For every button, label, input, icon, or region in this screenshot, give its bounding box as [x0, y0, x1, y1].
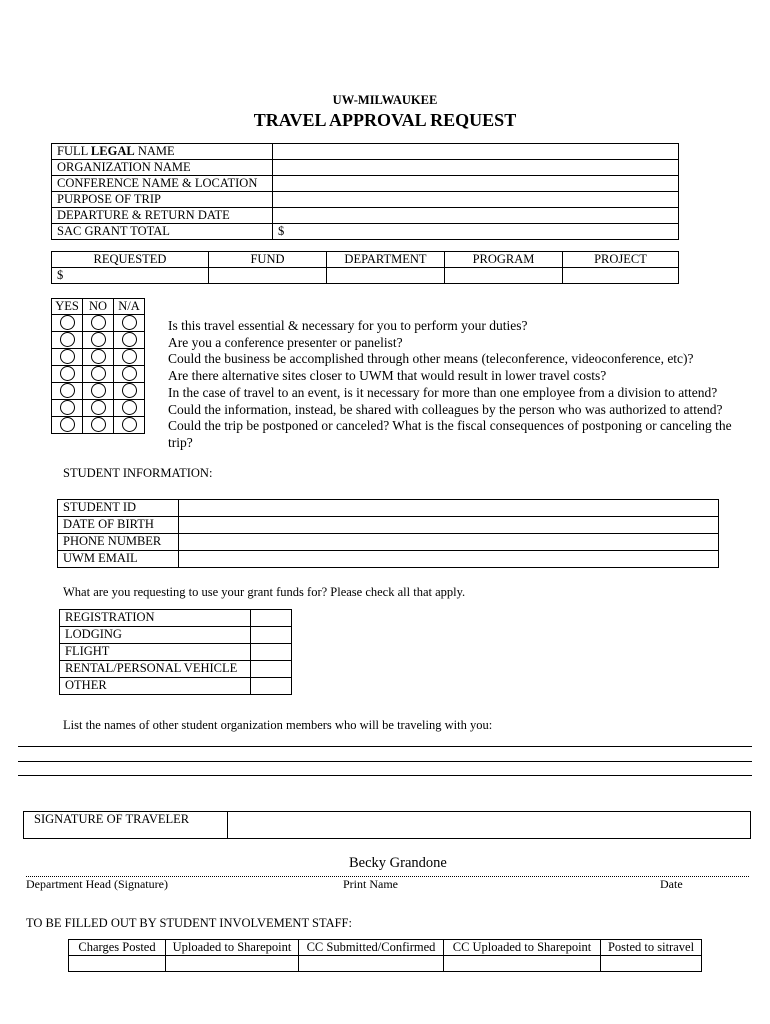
dates-field[interactable]	[273, 208, 679, 224]
na-header: N/A	[114, 299, 145, 315]
members-line-1[interactable]	[18, 746, 752, 747]
yes-header: YES	[52, 299, 83, 315]
table-row	[52, 224, 679, 240]
requested-header: REQUESTED	[52, 252, 209, 268]
yes-radio[interactable]	[60, 332, 75, 347]
yes-radio[interactable]	[60, 366, 75, 381]
uploaded-sharepoint-header: Uploaded to Sharepoint	[166, 940, 299, 956]
project-header: PROJECT	[563, 252, 679, 268]
yes-radio[interactable]	[60, 417, 75, 432]
table-row	[52, 176, 679, 192]
organization-name-field[interactable]	[273, 160, 679, 176]
no-radio[interactable]	[91, 383, 106, 398]
na-radio[interactable]	[122, 383, 137, 398]
date-of-birth-field[interactable]	[179, 517, 719, 534]
table-row	[60, 610, 292, 627]
uploaded-sharepoint-field[interactable]	[166, 956, 299, 972]
info-table	[51, 143, 679, 240]
na-radio[interactable]	[122, 349, 137, 364]
no-radio[interactable]	[91, 315, 106, 330]
table-row	[52, 252, 679, 268]
na-radio[interactable]	[122, 400, 137, 415]
table-row	[58, 517, 719, 534]
traveler-signature-field[interactable]	[228, 812, 751, 839]
student-info-table	[57, 499, 719, 568]
print-name-label: Print Name	[343, 877, 398, 891]
yes-radio[interactable]	[60, 315, 75, 330]
vehicle-label: RENTAL/PERSONAL VEHICLE	[60, 661, 251, 678]
question-list	[168, 318, 732, 452]
traveler-signature-label: SIGNATURE OF TRAVELER	[24, 812, 228, 839]
table-row	[52, 208, 679, 224]
na-radio[interactable]	[122, 366, 137, 381]
sac-grant-field[interactable]: $	[273, 224, 679, 240]
no-radio[interactable]	[91, 417, 106, 432]
question-5: In the case of travel to an event, is it necessary for more than one employee from a division to attend?	[168, 384, 718, 400]
cc-submitted-field[interactable]	[299, 956, 444, 972]
question-6: Could the information, instead, be shared with colleagues by the person who was authorized to attend?	[168, 401, 723, 417]
dept-head-label: Department Head (Signature)	[26, 877, 168, 891]
posted-sitravel-header: Posted to sitravel	[601, 940, 702, 956]
purpose-label: PURPOSE OF TRIP	[52, 192, 273, 208]
na-radio[interactable]	[122, 332, 137, 347]
conference-field[interactable]	[273, 176, 679, 192]
cc-uploaded-header: CC Uploaded to Sharepoint	[444, 940, 601, 956]
no-header: NO	[83, 299, 114, 315]
charges-posted-field[interactable]	[69, 956, 166, 972]
table-row	[60, 627, 292, 644]
registration-checkbox[interactable]	[251, 610, 292, 627]
conference-label: CONFERENCE NAME & LOCATION	[52, 176, 273, 192]
question-1: Is this travel essential & necessary for you to perform your duties?	[168, 318, 528, 333]
student-id-label: STUDENT ID	[58, 500, 179, 517]
table-row	[52, 144, 679, 160]
no-radio[interactable]	[91, 332, 106, 347]
question-7: Could the trip be postponed or canceled? What is the fiscal consequences of postponing or canceling the	[168, 418, 732, 434]
charges-posted-header: Charges Posted	[69, 940, 166, 956]
answer-grid	[51, 298, 145, 434]
fund-field[interactable]	[209, 268, 327, 284]
staff-heading: TO BE FILLED OUT BY STUDENT INVOLVEMENT STAFF:	[26, 916, 352, 930]
table-row	[60, 661, 292, 678]
table-row	[58, 500, 719, 517]
print-name-value: Becky Grandone	[349, 855, 447, 871]
question-3: Could the business be accomplished through other means (teleconference, videoconference, etc)?	[168, 351, 694, 367]
full-legal-name-field[interactable]	[273, 144, 679, 160]
registration-label: REGISTRATION	[60, 610, 251, 627]
fund-header: FUND	[209, 252, 327, 268]
table-row	[58, 534, 719, 551]
sac-grant-label: SAC GRANT TOTAL	[52, 224, 273, 240]
dates-label: DEPARTURE & RETURN DATE	[52, 208, 273, 224]
grant-use-table	[59, 609, 292, 695]
table-row	[52, 160, 679, 176]
program-field[interactable]	[445, 268, 563, 284]
other-label: OTHER	[60, 678, 251, 695]
flight-label: FLIGHT	[60, 644, 251, 661]
members-line-2[interactable]	[18, 761, 752, 762]
full-legal-name-label: FULL LEGAL NAME	[52, 144, 273, 160]
student-info-heading: STUDENT INFORMATION:	[63, 466, 213, 480]
university-name: UW-MILWAUKEE	[332, 93, 438, 107]
yes-radio[interactable]	[60, 349, 75, 364]
members-prompt: List the names of other student organization members who will be traveling with you:	[63, 718, 493, 732]
table-row	[60, 644, 292, 661]
table-row	[52, 268, 679, 284]
members-line-3[interactable]	[18, 775, 752, 776]
organization-name-label: ORGANIZATION NAME	[52, 160, 273, 176]
table-row	[69, 956, 702, 972]
grant-use-prompt: What are you requesting to use your grant funds for? Please check all that apply.	[63, 585, 466, 599]
lodging-checkbox[interactable]	[251, 627, 292, 644]
yes-radio[interactable]	[60, 383, 75, 398]
table-row	[24, 812, 751, 839]
table-row	[52, 299, 145, 315]
other-checkbox[interactable]	[251, 678, 292, 695]
form-title: TRAVEL APPROVAL REQUEST	[253, 110, 517, 130]
no-radio[interactable]	[91, 366, 106, 381]
no-radio[interactable]	[91, 400, 106, 415]
project-field[interactable]	[563, 268, 679, 284]
posted-sitravel-field[interactable]	[601, 956, 702, 972]
na-radio[interactable]	[122, 417, 137, 432]
uwm-email-label: UWM EMAIL	[58, 551, 179, 568]
table-row	[58, 551, 719, 568]
question-7-continuation: trip?	[168, 434, 193, 450]
student-id-field[interactable]	[179, 500, 719, 517]
purpose-field[interactable]	[273, 192, 679, 208]
funding-table	[51, 251, 679, 284]
lodging-label: LODGING	[60, 627, 251, 644]
question-2: Are you a conference presenter or panelist?	[168, 334, 403, 350]
na-radio[interactable]	[122, 315, 137, 330]
table-row	[52, 192, 679, 208]
phone-number-field[interactable]	[179, 534, 719, 551]
phone-number-label: PHONE NUMBER	[58, 534, 179, 551]
traveler-signature-table	[23, 811, 751, 839]
no-radio[interactable]	[91, 349, 106, 364]
cc-uploaded-field[interactable]	[444, 956, 601, 972]
department-header: DEPARTMENT	[327, 252, 445, 268]
program-header: PROGRAM	[445, 252, 563, 268]
table-row	[69, 940, 702, 956]
department-field[interactable]	[327, 268, 445, 284]
table-row	[60, 678, 292, 695]
cc-submitted-header: CC Submitted/Confirmed	[299, 940, 444, 956]
date-label: Date	[660, 877, 683, 891]
question-4: Are there alternative sites closer to UWM that would result in lower travel costs?	[168, 368, 607, 384]
uwm-email-field[interactable]	[179, 551, 719, 568]
yes-radio[interactable]	[60, 400, 75, 415]
staff-table	[68, 939, 702, 972]
date-of-birth-label: DATE OF BIRTH	[58, 517, 179, 534]
vehicle-checkbox[interactable]	[251, 661, 292, 678]
flight-checkbox[interactable]	[251, 644, 292, 661]
requested-field[interactable]: $	[52, 268, 209, 284]
